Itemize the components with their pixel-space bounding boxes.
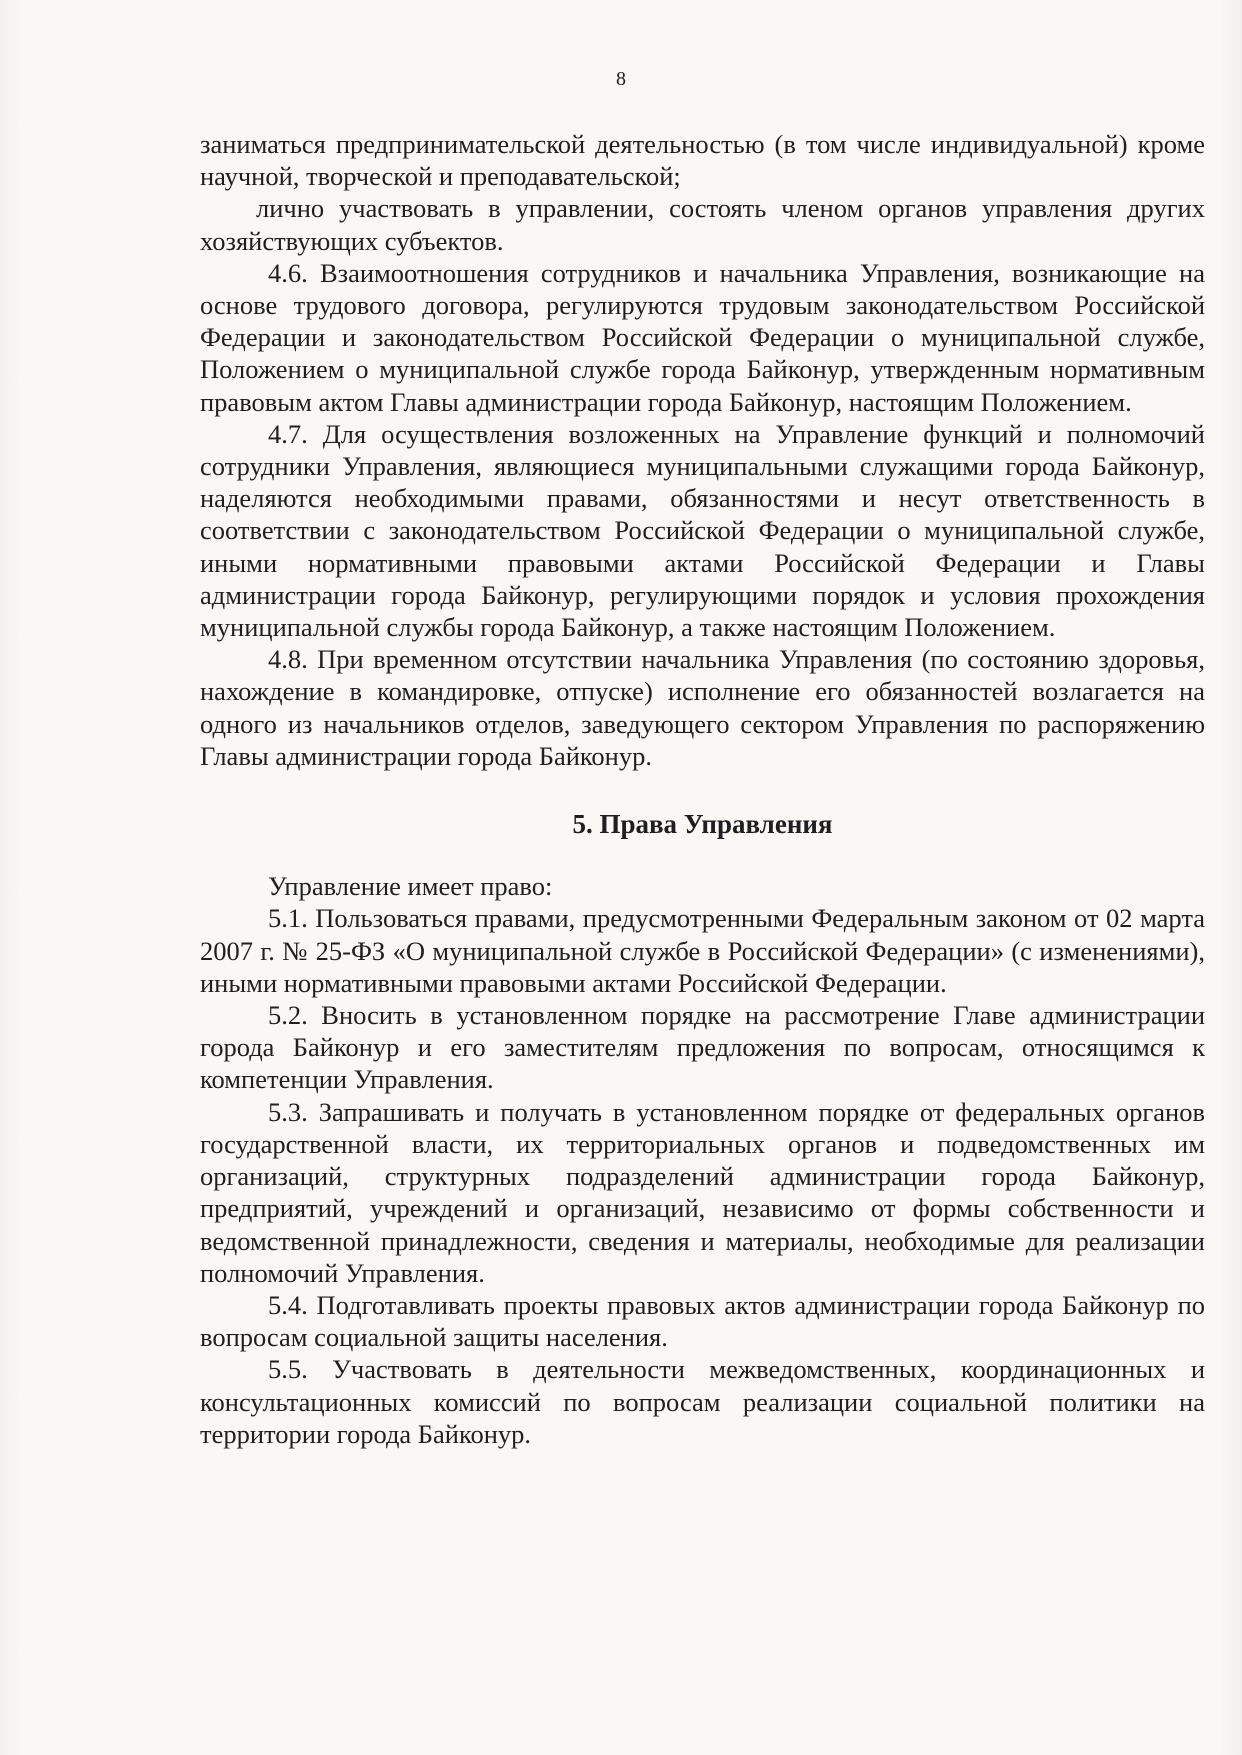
- document-body: [200, 128, 1205, 1450]
- paragraph-5-2: 5.2. Вносить в установленном порядке на рассмотрение Главе администрации города Байконур и его заместителям предложения по вопросам, относящимся к компетенции Управления.: [200, 1000, 1205, 1095]
- paragraph-5-4: 5.4. Подготавливать проекты правовых актов администрации города Байконур по вопросам социальной защиты населения.: [200, 1289, 1205, 1353]
- paragraph-continuation: заниматься предпринимательской деятельностью (в том числе индивидуальной) кроме научной, творческой и преподавательской;: [200, 129, 1205, 192]
- paragraph-4-8: 4.8. При временном отсутствии начальника Управления (по состоянию здоровья, нахождение в командировке, отпуске) исполнение его обязанностей возлагается на одного из начальников отделов, заведующего сектором Управления по распоряжению Главы администрации города Байконур.: [200, 644, 1205, 771]
- page-number: 8: [616, 68, 626, 90]
- paragraph-management: лично участвовать в управлении, состоять членом органов управления других хозяйствующих субъектов.: [200, 193, 1205, 256]
- paragraph-rights-intro: Управление имеет право:: [268, 871, 553, 902]
- paragraph-4-7: 4.7. Для осуществления возложенных на Управление функций и полномочий сотрудники Управления, являющиеся муниципальными служащими города Байконур, наделяются необходимыми правами, обязанностями и несут ответственность в соответствии с законодательством Российской Федерации о муниципальной службе, иными нормативными правовыми актами Российской Федерации и Главы администрации города Байконур, регулирующими порядок и условия прохождения муниципальной службы города Байконур, а также настоящим Положением.: [200, 418, 1205, 643]
- paragraph-5-3: 5.3. Запрашивать и получать в установленном порядке от федеральных органов государственной власти, их территориальных органов и подведомственных им организаций, структурных подразделений администрации города Байконур, предприятий, учреждений и организаций, независимо от формы собственности и ведомственной принадлежности, сведения и материалы, необходимые для реализации полномочий Управления.: [200, 1096, 1205, 1288]
- paragraph-5-5: 5.5. Участвовать в деятельности межведомственных, координационных и консультационных комиссий по вопросам реализации социальной политики на территории города Байконур.: [200, 1354, 1205, 1449]
- section-heading: 5. Права Управления: [572, 809, 833, 840]
- paragraph-5-1: 5.1. Пользоваться правами, предусмотренными Федеральным законом от 02 марта 2007 г. № 25-ФЗ «О муниципальной службе в Российской Федерации» (с изменениями), иными нормативными правовыми актами Российской Федерации.: [200, 903, 1205, 998]
- paragraph-4-6: 4.6. Взаимоотношения сотрудников и начальника Управления, возникающие на основе трудового договора, регулируются трудовым законодательством Российской Федерации и законодательством Российской Федерации о муниципальной службе, Положением о муниципальной службе города Байконур, утвержденным нормативным правовым актом Главы администрации города Байконур, настоящим Положением.: [200, 257, 1205, 417]
